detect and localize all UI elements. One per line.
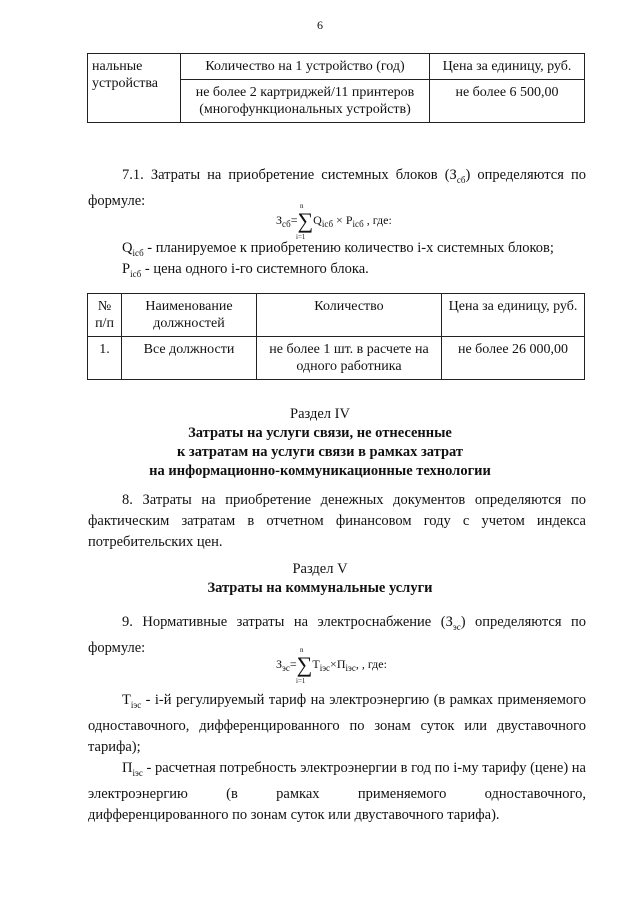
section-4-line-3: на информационно-коммуникационные технологии [149, 463, 491, 479]
formula-system-blocks: $З_{сб}=\sum Q_{iсб} \times P_{iсб}$ , где: n i=1 [276, 202, 392, 241]
quantity-header: Количество на 1 устройство (год) [181, 54, 430, 80]
system-blocks-table [87, 293, 585, 380]
quantity-cell: не более 2 картриджей/11 принтеров (многофункциональных устройств) [181, 80, 430, 123]
device-type-cell: нальные устройства [88, 54, 181, 123]
formula-electricity: $З_{эс}=\sum Т_{iэс}\times П_{iэс}$, , где: n i=1 [276, 646, 387, 685]
header-quantity: Количество [257, 294, 442, 337]
row-number: 1. [88, 337, 122, 380]
header-position: Наименование должностей [122, 294, 257, 337]
section-5-subtitle: Затраты на коммунальные услуги [207, 580, 433, 596]
header-price: Цена за единицу, руб. [442, 294, 585, 337]
page-number: 6 [317, 18, 323, 32]
definition-q: $Q_{iсб}$ - планируемое к приобретению количество i-х системных блоков; [122, 240, 554, 258]
section-4-line-2: к затратам на услуги связи в рамках затрат [176, 444, 464, 460]
paragraph-7-1: 7.1. Затраты на приобретение системных блоков $(З_{сб})$ определяются по формуле: [88, 167, 586, 209]
sigma-symbol: ∑ [296, 652, 313, 677]
section-5-title: Раздел V [292, 561, 348, 577]
paragraph-8: 8. Затраты на приобретение денежных документов определяются по фактическим затратам в отчетном финансовом году с учетом индекса потребительских цен. [88, 492, 586, 550]
definition-consumption: $П_{iэс}$ - расчетная потребность электроэнергии в год по i-му тарифу (цене) на электроэнергию (в рамках применяемого одноставочного, дифференцированного по зонам суток или двуставочного тарифа). [88, 760, 586, 823]
sigma-symbol: ∑ [297, 208, 314, 233]
row-position: Все должности [122, 337, 257, 380]
printer-cartridge-table [87, 53, 585, 123]
header-number: № п/п [88, 294, 122, 337]
definition-tariff: $Т_{iэс} - i-й$ регулируемый тариф на электроэнергию (в рамках применяемого одноставочного, дифференцированного по зонам суток или двуставочного тарифа); [88, 692, 586, 755]
section-4-title: Раздел IV [290, 406, 350, 422]
section-4-line-1: Затраты на услуги связи, не отнесенные [188, 425, 452, 441]
price-cell: не более 6 500,00 [430, 80, 585, 123]
definition-p: $P_{iсб}$ - цена одного i-го системного блока. [122, 261, 369, 279]
paragraph-9: 9. Нормативные затраты на электроснабжение $(З_{эс})$ определяются по формуле: [88, 614, 586, 656]
price-header: Цена за единицу, руб. [430, 54, 585, 80]
row-price: не более 26 000,00 [442, 337, 585, 380]
row-quantity: не более 1 шт. в расчете на одного работника [257, 337, 442, 380]
